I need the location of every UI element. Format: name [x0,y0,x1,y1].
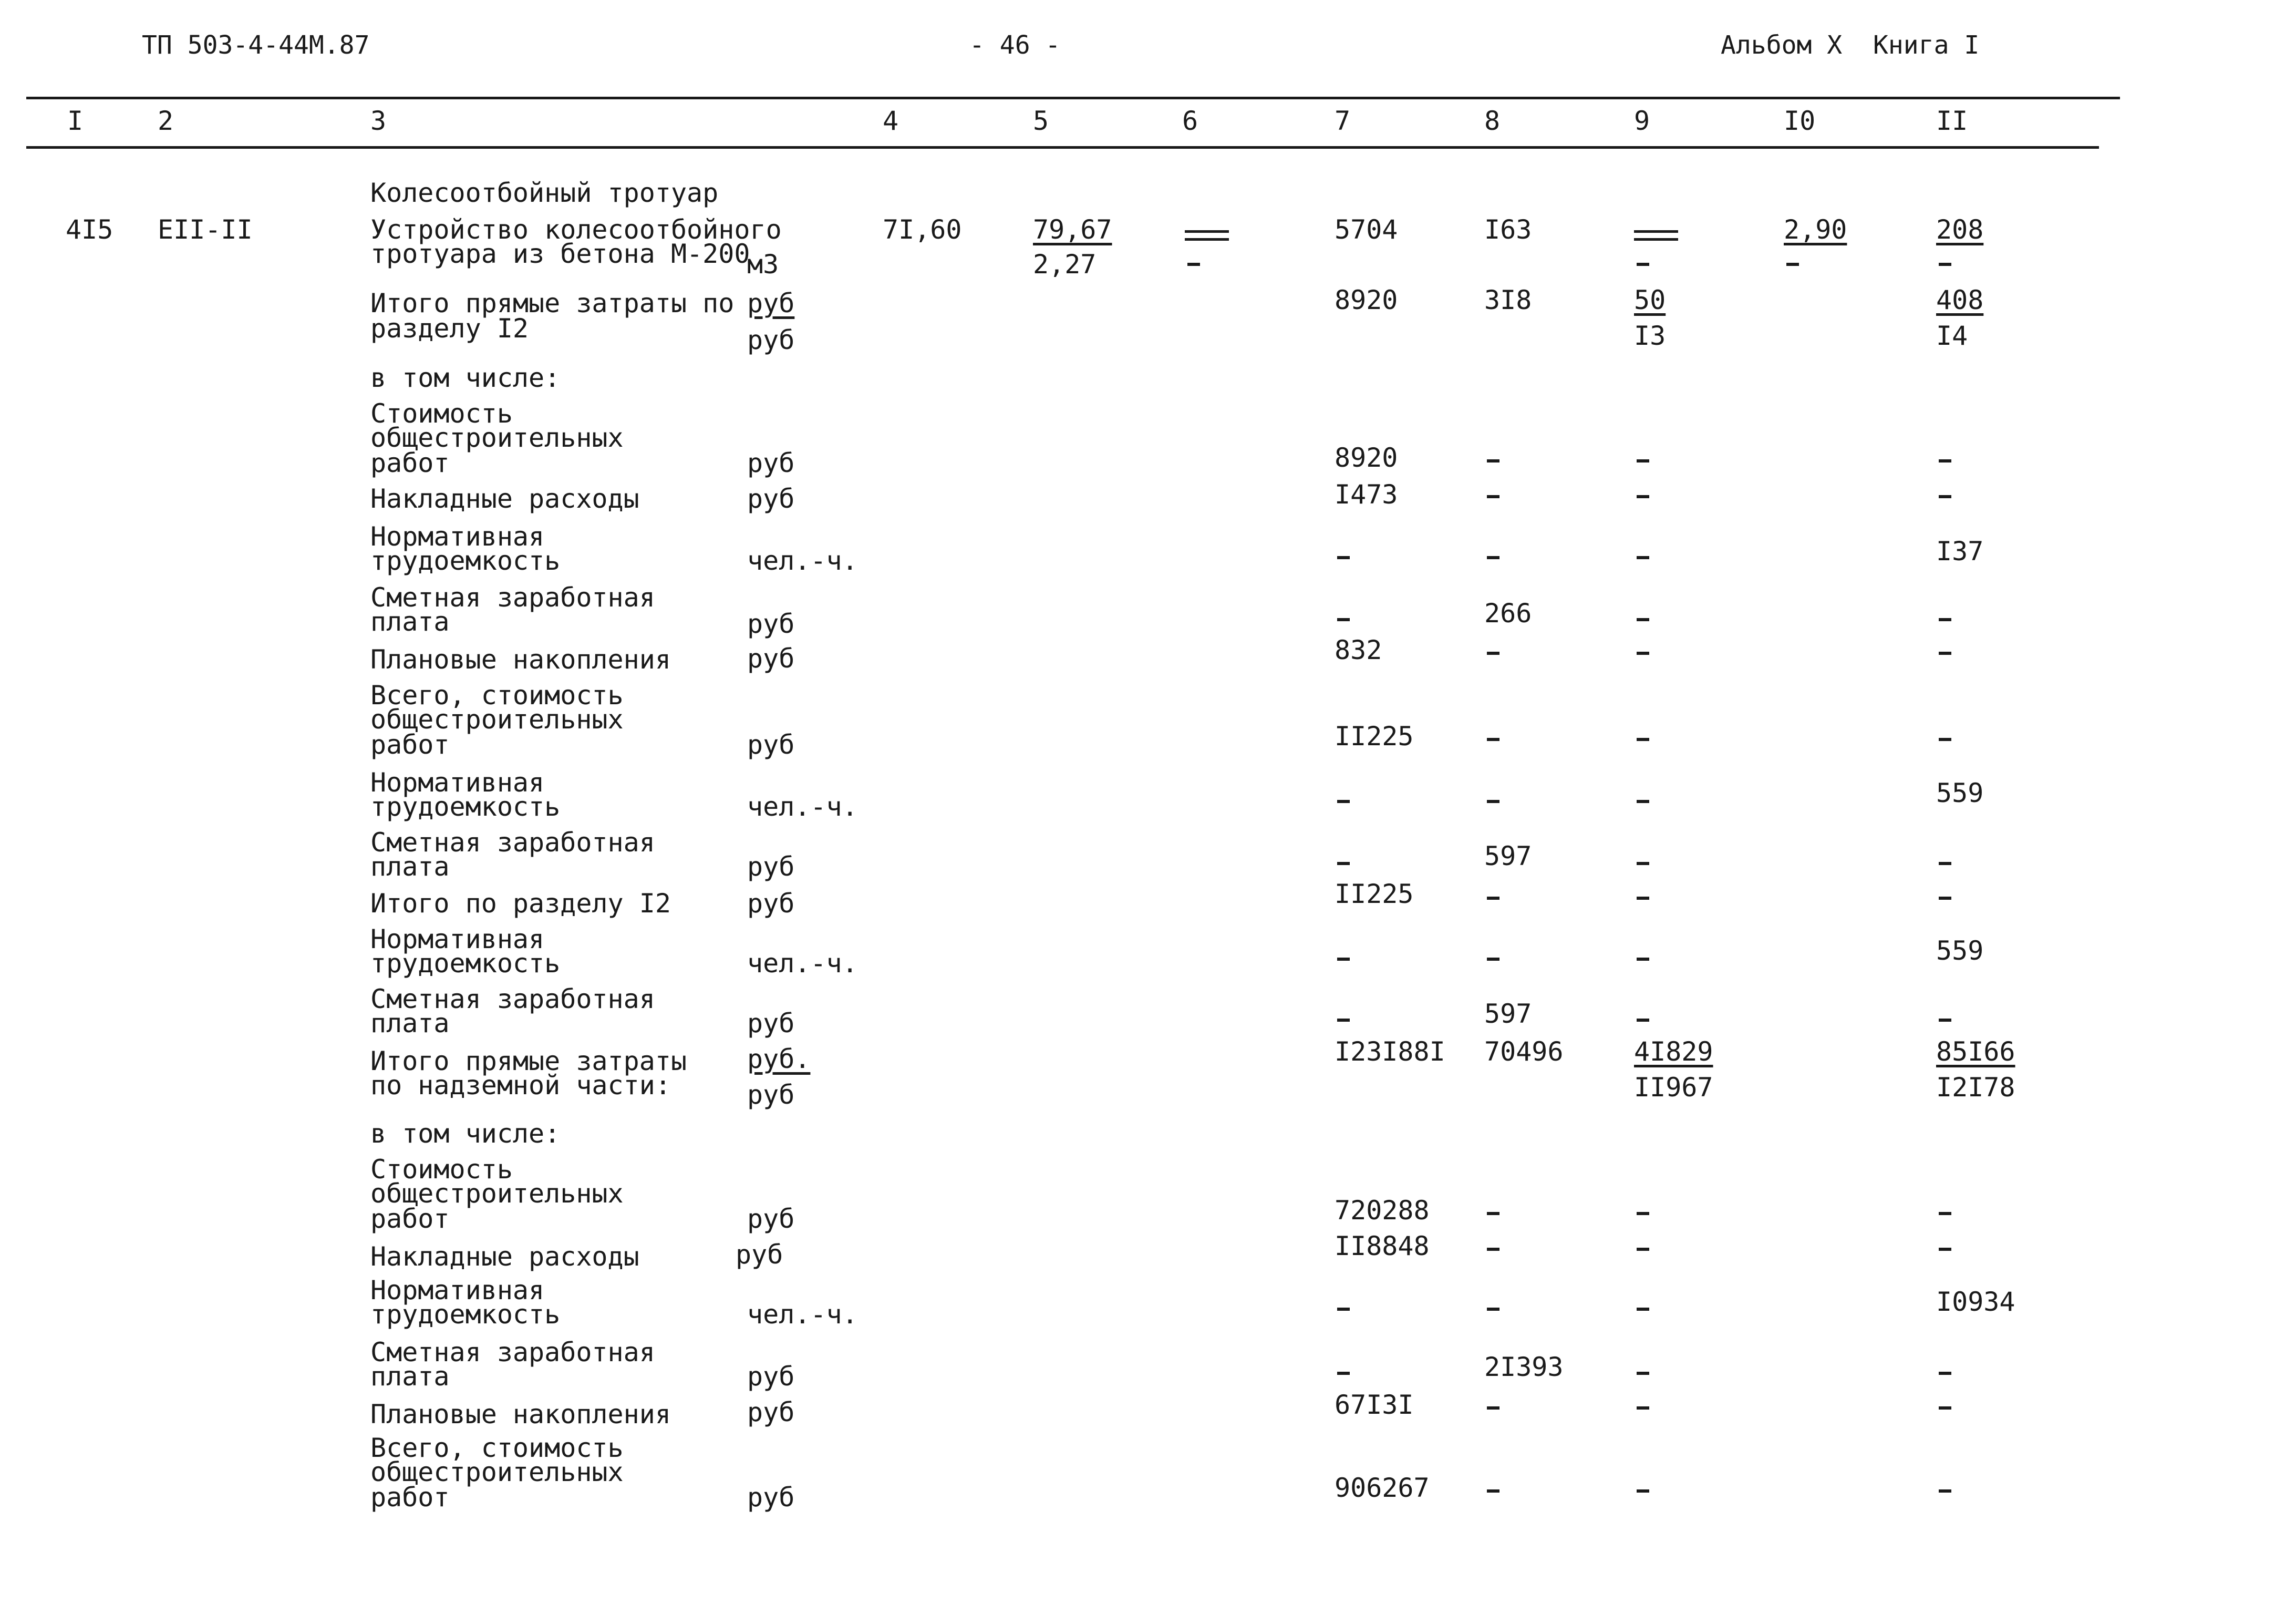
item-number: 4I5 [66,214,113,245]
b1-r2-label: Накладные расходы [370,484,639,514]
b2-r1-label-line2: общестроительных [370,1178,624,1209]
b1-r4-col7-dash [1337,618,1350,621]
b1-r8-col8: 597 [1484,841,1532,871]
item-col6-dash-lower [1187,263,1200,266]
b1-r2-unit: руб [747,484,795,514]
b1-r7-unit: чел.-ч. [747,791,858,822]
b2-r1-col9-dash [1637,1212,1649,1215]
b1-r3-label-line1: Нормативная [370,521,545,552]
b2-r4-label-line2: плата [370,1361,450,1392]
b1-r7-col8-dash [1487,800,1499,803]
b1-r9-col9-dash [1637,897,1649,900]
b1-r6-col7: II225 [1335,721,1414,752]
b1-r9-col7: II225 [1335,879,1414,909]
album-label: Альбом X [1721,30,1843,60]
b1-r3-col7-dash [1337,556,1350,559]
section-heading: Колесоотбойный тротуар [370,178,719,208]
col-header-11: II [1936,106,1968,136]
b1-r2-col7: I473 [1335,479,1398,510]
b2-r5-unit: руб [747,1397,795,1427]
b1-r4-label-line1: Сметная заработная [370,582,655,613]
b2-r3-col11: I0934 [1936,1287,2015,1317]
b1-r8-col7-dash [1337,862,1350,865]
b1-r1-col7: 8920 [1335,443,1398,473]
b2-r1-col11-dash [1939,1212,1951,1215]
b1-r4-label-line2: плата [370,606,450,637]
b1-r11-unit: руб [747,1008,795,1039]
item-unit-cost: 79,67 [1033,214,1112,245]
b2-r1-col7: 720288 [1335,1195,1430,1226]
item-unit: м3 [747,249,779,280]
b1-r3-col9-dash [1637,556,1649,559]
col-header-7: 7 [1335,106,1351,136]
col-header-1: I [67,106,84,136]
b1-r10-col11: 559 [1936,935,1984,966]
b2-r3-col9-dash [1637,1308,1649,1311]
b1-r6-col11-dash [1939,738,1951,741]
in-total-label-1: в том числе: [370,363,561,393]
b1-r8-col11-dash [1939,862,1951,865]
b1-r6-unit: руб [747,729,795,760]
b2-r6-label-line1: Всего, стоимость [370,1433,624,1463]
b1-r5-col7: 832 [1335,635,1382,665]
b2-r6-unit: руб [747,1482,795,1513]
b2-r2-col8-dash [1487,1248,1499,1251]
b2-r4-label-line1: Сметная заработная [370,1337,655,1368]
b1-r7-col9-dash [1637,800,1649,803]
subtotal-col8: 3I8 [1484,285,1532,315]
b1-r3-col8-dash [1487,556,1499,559]
b1-r1-label-line3: работ [370,448,450,478]
subtotal-above-col11-top: 85I66 [1936,1036,2015,1067]
b1-r7-label-line2: трудоемкость [370,791,561,822]
b1-r4-unit: руб [747,609,795,639]
b1-r1-label-line1: Стоимость [370,398,513,429]
b2-r3-col7-dash [1337,1308,1350,1311]
b1-r11-label-line1: Сметная заработная [370,984,655,1014]
subtotal-label-line1: Итого прямые затраты по [370,288,735,318]
b1-r5-unit: руб [747,643,795,674]
subtotal-above-col8: 70496 [1484,1036,1564,1067]
item-name-line2: тротуара из бетона М-200 [370,239,750,269]
col-header-8: 8 [1484,106,1501,136]
item-col9-dash-lower [1637,263,1649,266]
b1-r2-col11-dash [1939,495,1951,498]
item-col6-dash [1185,230,1229,241]
b1-r10-label-line1: Нормативная [370,924,545,954]
b1-r8-col9-dash [1637,862,1649,865]
item-col10-dash-lower [1786,263,1799,266]
b2-r2-col9-dash [1637,1248,1649,1251]
subtotal-above-col11-bottom: I2I78 [1936,1072,2015,1103]
b2-r3-label-line1: Нормативная [370,1275,545,1305]
b1-r5-col9-dash [1637,652,1649,655]
b2-r2-col7: II8848 [1335,1231,1430,1261]
b1-r4-col9-dash [1637,618,1649,621]
b1-r5-col11-dash [1939,652,1951,655]
b1-r6-label-line2: общестроительных [370,704,624,735]
b1-r7-label-line1: Нормативная [370,767,545,798]
b1-r6-col9-dash [1637,738,1649,741]
b2-r5-col9-dash [1637,1406,1649,1410]
b1-r1-col9-dash [1637,459,1649,462]
in-total-label-2: в том числе: [370,1118,561,1149]
col-header-5: 5 [1033,106,1049,136]
item-qty: 7I,60 [883,214,962,245]
b1-r10-label-line2: трудоемкость [370,948,561,979]
b2-r2-unit: руб [736,1239,783,1270]
b2-r2-col11-dash [1939,1248,1951,1251]
b2-r6-col8-dash [1487,1489,1499,1493]
b1-r1-unit: руб [747,448,795,478]
b2-r6-label-line2: общестроительных [370,1457,624,1487]
b2-r2-label: Накладные расходы [370,1241,639,1272]
table-top-rule [26,97,2120,99]
b1-r11-col11-dash [1939,1019,1951,1022]
subtotal-unit-top: руб [747,288,795,318]
b1-r9-col11-dash [1939,897,1951,900]
item-unit-cost-wage: 2,27 [1033,249,1097,280]
b1-r6-label-line1: Всего, стоимость [370,680,624,711]
table-header-rule [26,146,2099,149]
b1-r11-col8: 597 [1484,999,1532,1029]
b1-r6-col8-dash [1487,738,1499,741]
subtotal-label-line2: разделу I2 [370,313,529,344]
b1-r9-col8-dash [1487,897,1499,900]
b1-r10-col9-dash [1637,958,1649,961]
b1-r2-col8-dash [1487,495,1499,498]
b1-r10-col8-dash [1487,958,1499,961]
item-col9-dash [1634,230,1678,241]
subtotal-col11-bottom: I4 [1936,321,1968,351]
col-header-6: 6 [1182,106,1198,136]
b2-r1-col8-dash [1487,1212,1499,1215]
b1-r3-label-line2: трудоемкость [370,546,561,576]
b1-r5-col8-dash [1487,652,1499,655]
item-name-line1: Устройство колесоотбойного [370,214,782,245]
b2-r3-unit: чел.-ч. [747,1299,858,1330]
item-col10-value: 2,90 [1784,214,1847,245]
b1-r10-unit: чел.-ч. [747,948,858,979]
subtotal-col9-bottom: I3 [1634,321,1666,351]
b1-r3-col11: I37 [1936,536,1984,567]
b2-r5-col8-dash [1487,1406,1499,1410]
subtotal-above-col9-top: 4I829 [1634,1036,1713,1067]
b2-r4-col8: 2I393 [1484,1352,1564,1382]
b2-r1-label-line3: работ [370,1204,450,1234]
subtotal-above-label-line2: по надземной части: [370,1070,671,1101]
b1-r7-col7-dash [1337,800,1350,803]
subtotal-above-unit-bottom: руб [747,1080,795,1110]
b2-r1-unit: руб [747,1204,795,1234]
subtotal-above-col7: I23I88I [1335,1036,1445,1067]
b1-r1-col11-dash [1939,459,1951,462]
b1-r11-col7-dash [1337,1019,1350,1022]
b1-r8-label-line2: плата [370,851,450,882]
b2-r4-col7-dash [1337,1372,1350,1375]
b2-r6-col11-dash [1939,1489,1951,1493]
b1-r11-col9-dash [1637,1019,1649,1022]
b1-r3-unit: чел.-ч. [747,546,858,576]
b2-r6-col9-dash [1637,1489,1649,1493]
b2-r4-col9-dash [1637,1372,1649,1375]
item-code: EII-II [158,214,253,245]
b1-r4-col11-dash [1939,618,1951,621]
col-header-10: I0 [1784,106,1816,136]
b1-r11-label-line2: плата [370,1008,450,1039]
b2-r5-label: Плановые накопления [370,1399,671,1430]
b2-r6-label-line3: работ [370,1482,450,1513]
b1-r7-col11: 559 [1936,778,1984,808]
b2-r6-col7: 906267 [1335,1473,1430,1503]
b1-r10-col7-dash [1337,958,1350,961]
subtotal-col11-top: 408 [1936,285,1984,315]
col-header-9: 9 [1634,106,1650,136]
col-header-3: 3 [370,106,387,136]
b1-r9-unit: руб [747,888,795,919]
b1-r1-label-line2: общестроительных [370,423,624,453]
b1-r4-col8: 266 [1484,598,1532,629]
page-number: - 46 - [969,30,1061,60]
subtotal-above-col9-bottom: II967 [1634,1072,1713,1103]
b1-r6-label-line3: работ [370,729,450,760]
b2-r3-label-line2: трудоемкость [370,1299,561,1330]
subtotal-above-label-line1: Итого прямые затраты [370,1046,687,1076]
b1-r8-unit: руб [747,851,795,882]
item-total-wage: I63 [1484,214,1532,245]
b2-r4-unit: руб [747,1361,795,1392]
subtotal-col9-top: 50 [1634,285,1666,315]
subtotal-unit-bottom: руб [747,325,795,355]
b2-r5-col7: 67I3I [1335,1390,1414,1420]
item-col11-dash-lower [1939,263,1951,266]
b1-r2-col9-dash [1637,495,1649,498]
book-label: Книга I [1873,30,1980,60]
subtotal-col7: 8920 [1335,285,1398,315]
col-header-2: 2 [158,106,174,136]
b2-r5-col11-dash [1939,1406,1951,1410]
item-col11-value: 208 [1936,214,1984,245]
b1-r9-label: Итого по разделу I2 [370,888,671,919]
b1-r8-label-line1: Сметная заработная [370,827,655,858]
b2-r3-col8-dash [1487,1308,1499,1311]
subtotal-above-unit-top: руб. [747,1044,811,1074]
b1-r1-col8-dash [1487,459,1499,462]
b2-r4-col11-dash [1939,1372,1951,1375]
doc-code: ТП 503-4-44М.87 [142,30,370,60]
col-header-4: 4 [883,106,899,136]
item-total-cost: 5704 [1335,214,1398,245]
b1-r5-label: Плановые накопления [370,644,671,675]
b2-r1-label-line1: Стоимость [370,1154,513,1185]
